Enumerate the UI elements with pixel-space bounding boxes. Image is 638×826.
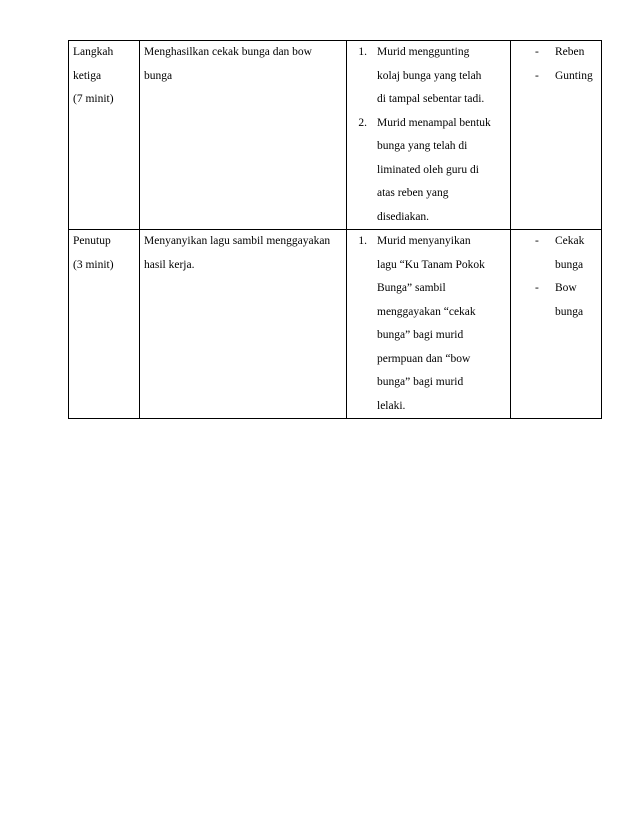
step-number: 2. <box>358 116 367 129</box>
activity-line: Menghasilkan cekak bunga dan bow <box>144 46 312 58</box>
list-item <box>535 41 597 65</box>
resources-list <box>515 41 597 88</box>
bullet-dash: - <box>535 235 539 247</box>
stage-line: (7 minit) <box>73 93 114 105</box>
bullet-dash: - <box>535 282 539 294</box>
resources-cell <box>511 230 602 419</box>
activity-line: hasil kerja. <box>144 258 195 271</box>
step-line: di tampal sebentar tadi. <box>377 93 485 105</box>
stage-line: ketiga <box>73 69 102 82</box>
list-item <box>535 230 597 277</box>
step-line: bunga” bagi murid <box>377 329 464 341</box>
resources-cell <box>511 41 602 230</box>
steps-cell <box>347 41 511 230</box>
stage-line: (3 minit) <box>73 258 114 271</box>
activity-line: Menyanyikan lagu sambil menggayakan <box>144 235 331 247</box>
step-line: kolaj bunga yang telah <box>377 69 482 82</box>
resources-list <box>515 230 597 324</box>
step-line: lagu “Ku Tanam Pokok <box>377 258 485 271</box>
activity-cell <box>140 41 347 230</box>
step-line: atas reben yang <box>377 187 449 199</box>
list-item <box>351 112 506 230</box>
resource-line: Bow <box>555 282 577 294</box>
list-item <box>535 65 597 89</box>
step-line: Murid menggunting <box>377 46 470 58</box>
resource-line: Reben <box>555 46 585 58</box>
stage-cell <box>69 230 140 419</box>
step-line: disediakan. <box>377 210 430 223</box>
list-item <box>351 41 506 112</box>
table-row <box>69 230 602 419</box>
step-number: 1. <box>358 46 367 58</box>
step-line: Murid menyanyikan <box>377 235 471 247</box>
list-item <box>535 277 597 324</box>
resource-line: Cekak <box>555 235 585 247</box>
step-line: lelaki. <box>377 399 406 412</box>
step-line: liminated oleh guru di <box>377 163 479 176</box>
step-line: Bunga” sambil <box>377 282 446 294</box>
step-line: bunga yang telah di <box>377 140 468 152</box>
step-number: 1. <box>358 235 367 247</box>
resource-line: bunga <box>555 305 584 318</box>
stage-line: Penutup <box>73 235 111 247</box>
step-line: Murid menampal bentuk <box>377 116 491 129</box>
stage-cell <box>69 41 140 230</box>
bullet-dash: - <box>535 46 539 58</box>
step-line: menggayakan “cekak <box>377 305 476 318</box>
stage-line: Langkah <box>73 46 114 58</box>
resource-line: Gunting <box>555 69 593 82</box>
activity-cell <box>140 230 347 419</box>
steps-list <box>351 230 506 418</box>
steps-cell <box>347 230 511 419</box>
activity-line: bunga <box>144 69 173 82</box>
lesson-plan-table <box>68 40 602 419</box>
step-line: permpuan dan “bow <box>377 352 471 365</box>
resource-line: bunga <box>555 258 584 271</box>
steps-list <box>351 41 506 229</box>
list-item <box>351 230 506 418</box>
bullet-dash: - <box>535 69 539 82</box>
step-line: bunga” bagi murid <box>377 376 464 388</box>
table-row <box>69 41 602 230</box>
